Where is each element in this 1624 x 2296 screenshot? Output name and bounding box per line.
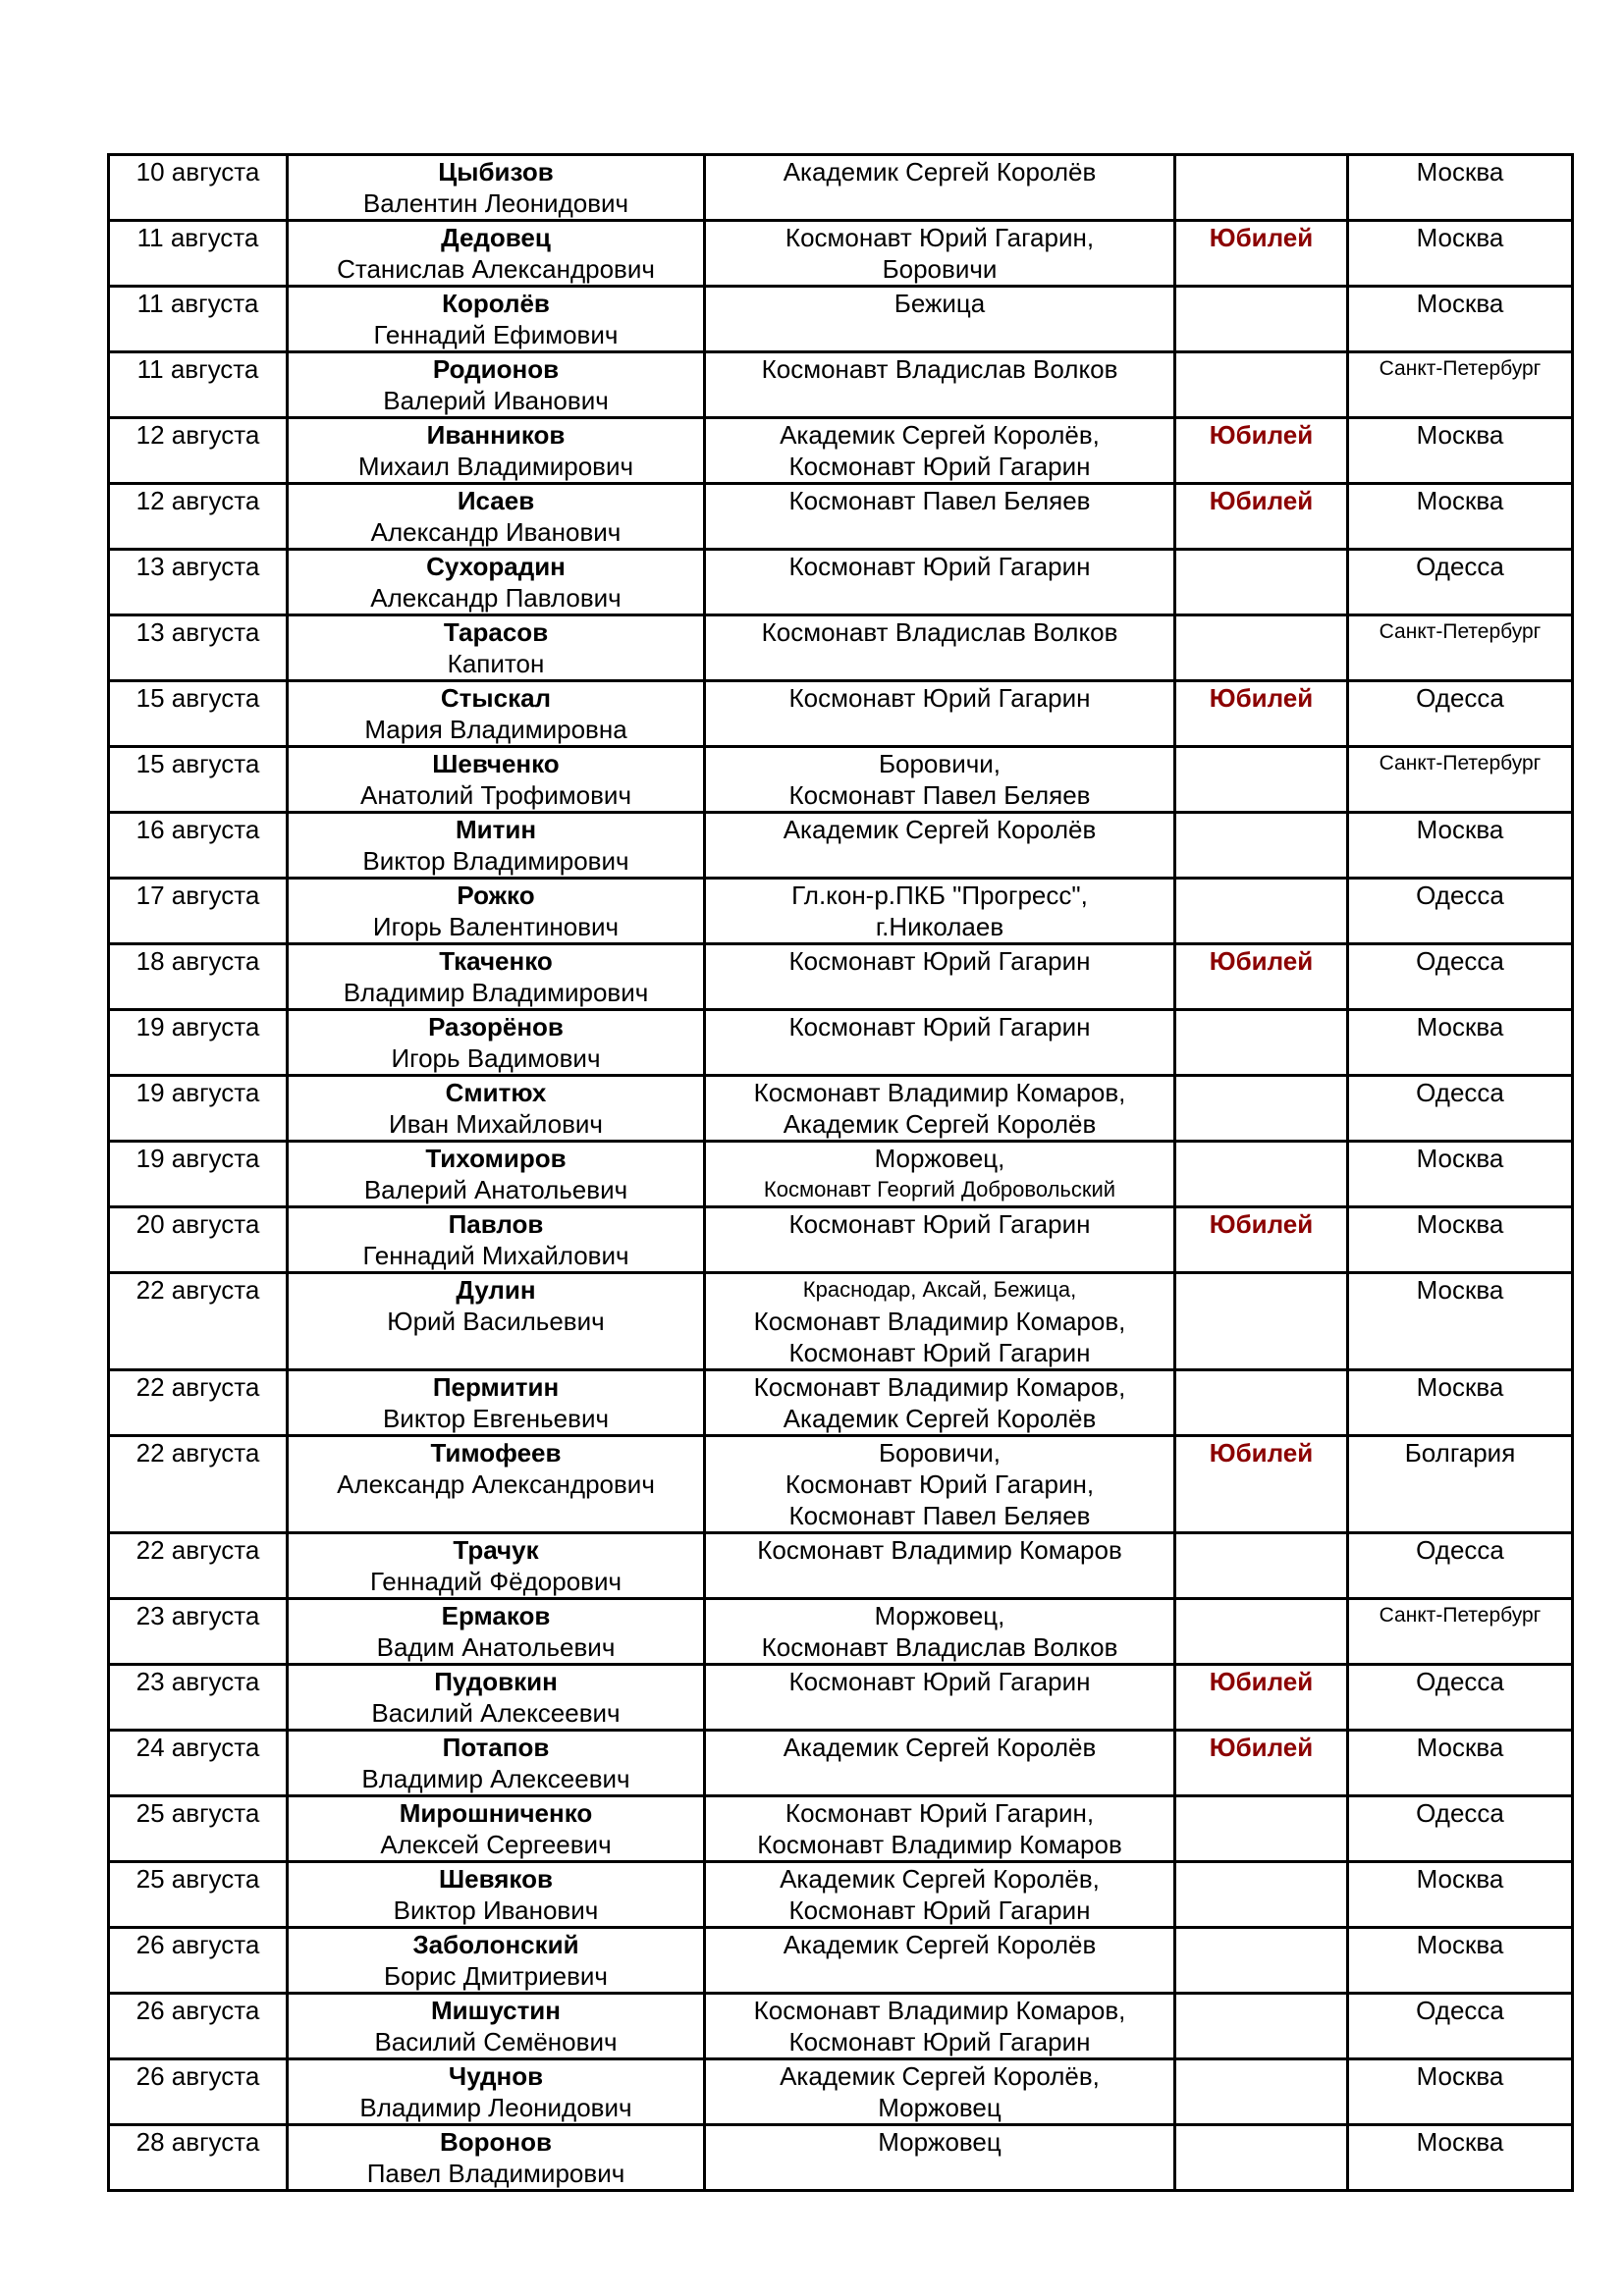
date-cell: 22 августа bbox=[109, 1273, 288, 1370]
name-cell bbox=[288, 1142, 705, 1207]
name-cell bbox=[288, 1928, 705, 1994]
name-cell bbox=[288, 1731, 705, 1796]
city-cell: Москва bbox=[1348, 2125, 1573, 2191]
ships-cell bbox=[705, 1599, 1175, 1665]
jubilee-cell: Юбилей bbox=[1175, 1207, 1348, 1273]
surname: Цыбизов bbox=[438, 157, 554, 187]
given-names: Михаил Владимирович bbox=[357, 452, 634, 481]
surname: Шевяков bbox=[439, 1864, 553, 1894]
table-row bbox=[109, 1010, 1573, 1076]
jubilee-cell bbox=[1175, 1370, 1348, 1436]
given-names: Владимир Владимирович bbox=[343, 978, 649, 1007]
ship-name: Космонавт Юрий Гагарин bbox=[788, 1667, 1091, 1696]
city-cell: Москва bbox=[1348, 221, 1573, 287]
ship-name: Краснодар, Аксай, Бежица, bbox=[802, 1277, 1077, 1302]
ship-name: Академик Сергей Королёв, bbox=[780, 2061, 1100, 2091]
city-cell: Санкт-Петербург bbox=[1348, 352, 1573, 418]
given-names: Александр Александрович bbox=[337, 1469, 655, 1499]
ship-name: Космонавт Павел Беляев bbox=[788, 486, 1091, 515]
city-cell: Москва bbox=[1348, 155, 1573, 221]
table-row bbox=[109, 550, 1573, 615]
surname: Чуднов bbox=[448, 2061, 544, 2091]
date-cell: 12 августа bbox=[109, 418, 288, 484]
ships-cell bbox=[705, 615, 1175, 681]
table-row bbox=[109, 1273, 1573, 1370]
jubilee-cell bbox=[1175, 1862, 1348, 1928]
surname: Пермитин bbox=[432, 1372, 560, 1402]
name-cell bbox=[288, 287, 705, 352]
date-cell: 25 августа bbox=[109, 1862, 288, 1928]
given-names: Виктор Иванович bbox=[393, 1896, 599, 1925]
ships-cell bbox=[705, 944, 1175, 1010]
name-cell bbox=[288, 681, 705, 747]
date-cell: 18 августа bbox=[109, 944, 288, 1010]
table-row bbox=[109, 287, 1573, 352]
ship-name: Бежица bbox=[893, 289, 986, 318]
city-cell: Москва bbox=[1348, 1370, 1573, 1436]
date-cell: 22 августа bbox=[109, 1370, 288, 1436]
ship-name: Академик Сергей Королёв bbox=[783, 1930, 1097, 1959]
city-cell: Москва bbox=[1348, 418, 1573, 484]
ship-name: Космонавт Юрий Гагарин bbox=[788, 1338, 1091, 1367]
ship-name: Моржовец, bbox=[874, 1144, 1005, 1173]
given-names: Валерий Анатольевич bbox=[363, 1175, 628, 1204]
ship-name: Академик Сергей Королёв bbox=[783, 157, 1097, 187]
name-cell bbox=[288, 1207, 705, 1273]
ships-cell bbox=[705, 550, 1175, 615]
name-cell bbox=[288, 1665, 705, 1731]
table-row bbox=[109, 1928, 1573, 1994]
surname: Трачук bbox=[453, 1535, 539, 1565]
table-row bbox=[109, 155, 1573, 221]
ships-cell bbox=[705, 1010, 1175, 1076]
surname: Стыскал bbox=[440, 683, 552, 713]
ships-cell bbox=[705, 747, 1175, 813]
city-cell: Одесса bbox=[1348, 944, 1573, 1010]
surname: Разорёнов bbox=[428, 1012, 564, 1041]
given-names: Валерий Иванович bbox=[383, 386, 609, 415]
table-row bbox=[109, 747, 1573, 813]
name-cell bbox=[288, 2059, 705, 2125]
date-cell: 22 августа bbox=[109, 1436, 288, 1533]
name-cell bbox=[288, 221, 705, 287]
jubilee-cell bbox=[1175, 1599, 1348, 1665]
table-row bbox=[109, 1862, 1573, 1928]
ship-name: Космонавт Владимир Комаров, bbox=[753, 1372, 1126, 1402]
ship-name: Космонавт Георгий Добровольский bbox=[763, 1177, 1116, 1201]
surname: Мишустин bbox=[430, 1996, 561, 2025]
given-names: Борис Дмитриевич bbox=[384, 1961, 608, 1991]
ship-name: Космонавт Юрий Гагарин bbox=[788, 1896, 1091, 1925]
surname: Родионов bbox=[432, 354, 560, 384]
city-cell: Одесса bbox=[1348, 550, 1573, 615]
ship-name: Боровичи, bbox=[878, 749, 1001, 778]
name-cell bbox=[288, 813, 705, 879]
given-names: Владимир Алексеевич bbox=[361, 1764, 630, 1793]
ship-name: Космонавт Юрий Гагарин bbox=[788, 683, 1091, 713]
ship-name: Академик Сергей Королёв, bbox=[780, 1864, 1100, 1894]
given-names: Станислав Александрович bbox=[337, 254, 655, 284]
jubilee-cell bbox=[1175, 813, 1348, 879]
given-names: Александр Иванович bbox=[370, 517, 622, 547]
city-cell: Одесса bbox=[1348, 681, 1573, 747]
date-cell: 13 августа bbox=[109, 550, 288, 615]
given-names: Мария Владимировна bbox=[364, 715, 627, 744]
given-names: Вадим Анатольевич bbox=[376, 1632, 616, 1662]
surname: Потапов bbox=[442, 1733, 550, 1762]
table-row bbox=[109, 1370, 1573, 1436]
date-cell: 22 августа bbox=[109, 1533, 288, 1599]
city-cell: Москва bbox=[1348, 2059, 1573, 2125]
table-row bbox=[109, 1076, 1573, 1142]
ship-name: Космонавт Юрий Гагарин bbox=[788, 946, 1091, 976]
surname: Тихомиров bbox=[425, 1144, 567, 1173]
surname: Мирошниченко bbox=[399, 1798, 593, 1828]
date-cell: 25 августа bbox=[109, 1796, 288, 1862]
given-names: Геннадий Ефимович bbox=[373, 320, 619, 349]
city-cell: Москва bbox=[1348, 1731, 1573, 1796]
ship-name: Космонавт Владимир Комаров, bbox=[753, 1996, 1126, 2025]
name-cell bbox=[288, 879, 705, 944]
jubilee-cell: Юбилей bbox=[1175, 1436, 1348, 1533]
city-cell: Одесса bbox=[1348, 879, 1573, 944]
date-cell: 24 августа bbox=[109, 1731, 288, 1796]
given-names: Юрий Васильевич bbox=[387, 1307, 605, 1336]
jubilee-cell bbox=[1175, 879, 1348, 944]
ships-cell bbox=[705, 1142, 1175, 1207]
ship-name: Космонавт Владимир Комаров bbox=[757, 1830, 1122, 1859]
jubilee-cell bbox=[1175, 1533, 1348, 1599]
ship-name: Космонавт Юрий Гагарин bbox=[788, 1012, 1091, 1041]
surname: Ермаков bbox=[441, 1601, 551, 1630]
ship-name: Космонавт Юрий Гагарин bbox=[788, 2027, 1091, 2056]
ship-name: Космонавт Владимир Комаров, bbox=[753, 1307, 1126, 1336]
jubilee-cell bbox=[1175, 2059, 1348, 2125]
city-cell: Москва bbox=[1348, 287, 1573, 352]
ship-name: Космонавт Владимир Комаров, bbox=[753, 1078, 1126, 1107]
table-row bbox=[109, 221, 1573, 287]
city-cell: Москва bbox=[1348, 1142, 1573, 1207]
city-cell: Одесса bbox=[1348, 1665, 1573, 1731]
city-cell: Болгария bbox=[1348, 1436, 1573, 1533]
surname: Иванников bbox=[426, 420, 566, 450]
name-cell bbox=[288, 1533, 705, 1599]
ship-name: Космонавт Владислав Волков bbox=[761, 354, 1118, 384]
name-cell bbox=[288, 418, 705, 484]
city-cell: Москва bbox=[1348, 1207, 1573, 1273]
table-row bbox=[109, 1731, 1573, 1796]
table-row bbox=[109, 1599, 1573, 1665]
surname: Сухорадин bbox=[426, 552, 566, 581]
ship-name: Академик Сергей Королёв bbox=[783, 1109, 1097, 1139]
surname: Дулин bbox=[456, 1275, 536, 1305]
city-cell: Одесса bbox=[1348, 1533, 1573, 1599]
date-cell: 19 августа bbox=[109, 1142, 288, 1207]
jubilee-cell: Юбилей bbox=[1175, 944, 1348, 1010]
given-names: Игорь Валентинович bbox=[372, 912, 620, 941]
ship-name: Боровичи bbox=[882, 254, 998, 284]
ship-name: г.Николаев bbox=[875, 912, 1004, 941]
given-names: Валентин Леонидович bbox=[362, 188, 629, 218]
surname: Тимофеев bbox=[430, 1438, 562, 1468]
city-cell: Москва bbox=[1348, 813, 1573, 879]
city-cell: Санкт-Петербург bbox=[1348, 1599, 1573, 1665]
name-cell bbox=[288, 1862, 705, 1928]
name-cell bbox=[288, 1370, 705, 1436]
given-names: Павел Владимирович bbox=[366, 2159, 625, 2188]
surname: Дедовец bbox=[441, 223, 551, 252]
name-cell bbox=[288, 2125, 705, 2191]
date-cell: 13 августа bbox=[109, 615, 288, 681]
name-cell bbox=[288, 1796, 705, 1862]
jubilee-cell bbox=[1175, 1010, 1348, 1076]
name-cell bbox=[288, 155, 705, 221]
date-cell: 11 августа bbox=[109, 352, 288, 418]
surname: Королёв bbox=[442, 289, 550, 318]
surname: Шевченко bbox=[432, 749, 560, 778]
table-row bbox=[109, 352, 1573, 418]
ship-name: Космонавт Юрий Гагарин, bbox=[785, 1469, 1095, 1499]
ships-cell bbox=[705, 1436, 1175, 1533]
ships-cell bbox=[705, 418, 1175, 484]
date-cell: 26 августа bbox=[109, 1928, 288, 1994]
jubilee-cell bbox=[1175, 1076, 1348, 1142]
surname: Пудовкин bbox=[434, 1667, 558, 1696]
birthday-roster-table bbox=[107, 153, 1574, 2192]
given-names: Алексей Сергеевич bbox=[380, 1830, 612, 1859]
date-cell: 20 августа bbox=[109, 1207, 288, 1273]
table-row bbox=[109, 2059, 1573, 2125]
ships-cell bbox=[705, 287, 1175, 352]
table-row bbox=[109, 2125, 1573, 2191]
surname: Смитюх bbox=[445, 1078, 547, 1107]
date-cell: 15 августа bbox=[109, 681, 288, 747]
name-cell bbox=[288, 944, 705, 1010]
ships-cell bbox=[705, 2059, 1175, 2125]
jubilee-cell bbox=[1175, 615, 1348, 681]
given-names: Иван Михайлович bbox=[389, 1109, 603, 1139]
jubilee-cell bbox=[1175, 1273, 1348, 1370]
roster-body bbox=[109, 155, 1573, 2191]
surname: Исаев bbox=[457, 486, 535, 515]
ship-name: Космонавт Владислав Волков bbox=[761, 617, 1118, 647]
name-cell bbox=[288, 747, 705, 813]
ships-cell bbox=[705, 1796, 1175, 1862]
table-row bbox=[109, 681, 1573, 747]
name-cell bbox=[288, 615, 705, 681]
ship-name: Гл.кон-р.ПКБ "Прогресс", bbox=[791, 881, 1088, 910]
name-cell bbox=[288, 1076, 705, 1142]
given-names: Василий Семёнович bbox=[374, 2027, 618, 2056]
name-cell bbox=[288, 1436, 705, 1533]
jubilee-cell bbox=[1175, 1142, 1348, 1207]
ships-cell bbox=[705, 1862, 1175, 1928]
table-row bbox=[109, 1665, 1573, 1731]
date-cell: 28 августа bbox=[109, 2125, 288, 2191]
table-row bbox=[109, 944, 1573, 1010]
ship-name: Космонавт Юрий Гагарин bbox=[788, 452, 1091, 481]
given-names: Анатолий Трофимович bbox=[359, 780, 631, 810]
given-names: Геннадий Фёдорович bbox=[369, 1567, 623, 1596]
jubilee-cell bbox=[1175, 352, 1348, 418]
jubilee-cell bbox=[1175, 1928, 1348, 1994]
table-row bbox=[109, 418, 1573, 484]
date-cell: 10 августа bbox=[109, 155, 288, 221]
ship-name: Космонавт Владимир Комаров bbox=[757, 1535, 1122, 1565]
table-row bbox=[109, 484, 1573, 550]
jubilee-cell: Юбилей bbox=[1175, 484, 1348, 550]
date-cell: 26 августа bbox=[109, 1994, 288, 2059]
city-cell: Санкт-Петербург bbox=[1348, 747, 1573, 813]
ship-name: Космонавт Павел Беляев bbox=[788, 1501, 1091, 1530]
table-row bbox=[109, 1142, 1573, 1207]
ship-name: Академик Сергей Королёв, bbox=[780, 420, 1100, 450]
jubilee-cell: Юбилей bbox=[1175, 221, 1348, 287]
name-cell bbox=[288, 1273, 705, 1370]
given-names: Виктор Владимирович bbox=[362, 846, 629, 876]
date-cell: 12 августа bbox=[109, 484, 288, 550]
ships-cell bbox=[705, 1273, 1175, 1370]
ship-name: Космонавт Юрий Гагарин, bbox=[785, 223, 1095, 252]
city-cell: Одесса bbox=[1348, 1994, 1573, 2059]
surname: Рожко bbox=[457, 881, 535, 910]
ships-cell bbox=[705, 221, 1175, 287]
ships-cell bbox=[705, 813, 1175, 879]
name-cell bbox=[288, 1994, 705, 2059]
given-names: Владимир Леонидович bbox=[359, 2093, 632, 2122]
date-cell: 11 августа bbox=[109, 221, 288, 287]
date-cell: 17 августа bbox=[109, 879, 288, 944]
city-cell: Санкт-Петербург bbox=[1348, 615, 1573, 681]
table-row bbox=[109, 1796, 1573, 1862]
date-cell: 23 августа bbox=[109, 1665, 288, 1731]
date-cell: 16 августа bbox=[109, 813, 288, 879]
surname: Ткаченко bbox=[439, 946, 553, 976]
city-cell: Одесса bbox=[1348, 1076, 1573, 1142]
city-cell: Москва bbox=[1348, 1862, 1573, 1928]
table-row bbox=[109, 1994, 1573, 2059]
ship-name: Академик Сергей Королёв bbox=[783, 815, 1097, 844]
ships-cell bbox=[705, 352, 1175, 418]
name-cell bbox=[288, 1599, 705, 1665]
given-names: Виктор Евгеньевич bbox=[382, 1404, 610, 1433]
ship-name: Академик Сергей Королёв bbox=[783, 1404, 1097, 1433]
ships-cell bbox=[705, 681, 1175, 747]
table-row bbox=[109, 813, 1573, 879]
ship-name: Космонавт Юрий Гагарин bbox=[788, 1209, 1091, 1239]
ship-name: Моржовец bbox=[878, 2093, 1001, 2122]
date-cell: 23 августа bbox=[109, 1599, 288, 1665]
surname: Митин bbox=[455, 815, 537, 844]
city-cell: Москва bbox=[1348, 1928, 1573, 1994]
jubilee-cell bbox=[1175, 747, 1348, 813]
city-cell: Одесса bbox=[1348, 1796, 1573, 1862]
date-cell: 19 августа bbox=[109, 1010, 288, 1076]
ship-name: Космонавт Павел Беляев bbox=[788, 780, 1091, 810]
ship-name: Академик Сергей Королёв bbox=[783, 1733, 1097, 1762]
ship-name: Моржовец, bbox=[874, 1601, 1005, 1630]
date-cell: 15 августа bbox=[109, 747, 288, 813]
ships-cell bbox=[705, 1994, 1175, 2059]
ships-cell bbox=[705, 484, 1175, 550]
ships-cell bbox=[705, 1665, 1175, 1731]
table-row bbox=[109, 879, 1573, 944]
given-names: Геннадий Михайлович bbox=[362, 1241, 629, 1270]
ship-name: Боровичи, bbox=[878, 1438, 1001, 1468]
table-row bbox=[109, 1533, 1573, 1599]
jubilee-cell: Юбилей bbox=[1175, 418, 1348, 484]
city-cell: Москва bbox=[1348, 1010, 1573, 1076]
ship-name: Космонавт Юрий Гагарин bbox=[788, 552, 1091, 581]
ship-name: Моржовец bbox=[878, 2127, 1001, 2157]
jubilee-cell bbox=[1175, 550, 1348, 615]
given-names: Александр Павлович bbox=[370, 583, 622, 613]
ships-cell bbox=[705, 1207, 1175, 1273]
surname: Тарасов bbox=[443, 617, 549, 647]
jubilee-cell bbox=[1175, 1994, 1348, 2059]
ships-cell bbox=[705, 879, 1175, 944]
date-cell: 19 августа bbox=[109, 1076, 288, 1142]
ships-cell bbox=[705, 155, 1175, 221]
jubilee-cell bbox=[1175, 287, 1348, 352]
date-cell: 11 августа bbox=[109, 287, 288, 352]
table-row bbox=[109, 1207, 1573, 1273]
surname: Воронов bbox=[440, 2127, 552, 2157]
name-cell bbox=[288, 550, 705, 615]
table-row bbox=[109, 1436, 1573, 1533]
ships-cell bbox=[705, 1533, 1175, 1599]
name-cell bbox=[288, 484, 705, 550]
jubilee-cell: Юбилей bbox=[1175, 1731, 1348, 1796]
given-names: Василий Алексеевич bbox=[371, 1698, 621, 1728]
name-cell bbox=[288, 352, 705, 418]
ships-cell bbox=[705, 1370, 1175, 1436]
ship-name: Космонавт Владислав Волков bbox=[761, 1632, 1118, 1662]
ships-cell bbox=[705, 1928, 1175, 1994]
ships-cell bbox=[705, 1076, 1175, 1142]
jubilee-cell: Юбилей bbox=[1175, 1665, 1348, 1731]
name-cell bbox=[288, 1010, 705, 1076]
ships-cell bbox=[705, 2125, 1175, 2191]
ships-cell bbox=[705, 1731, 1175, 1796]
surname: Павлов bbox=[448, 1209, 544, 1239]
jubilee-cell bbox=[1175, 155, 1348, 221]
ship-name: Космонавт Юрий Гагарин, bbox=[785, 1798, 1095, 1828]
given-names: Капитон bbox=[447, 649, 545, 678]
table-row bbox=[109, 615, 1573, 681]
given-names: Игорь Вадимович bbox=[391, 1043, 601, 1073]
surname: Заболонский bbox=[412, 1930, 579, 1959]
city-cell: Москва bbox=[1348, 484, 1573, 550]
jubilee-cell bbox=[1175, 2125, 1348, 2191]
jubilee-cell: Юбилей bbox=[1175, 681, 1348, 747]
date-cell: 26 августа bbox=[109, 2059, 288, 2125]
jubilee-cell bbox=[1175, 1796, 1348, 1862]
city-cell: Москва bbox=[1348, 1273, 1573, 1370]
